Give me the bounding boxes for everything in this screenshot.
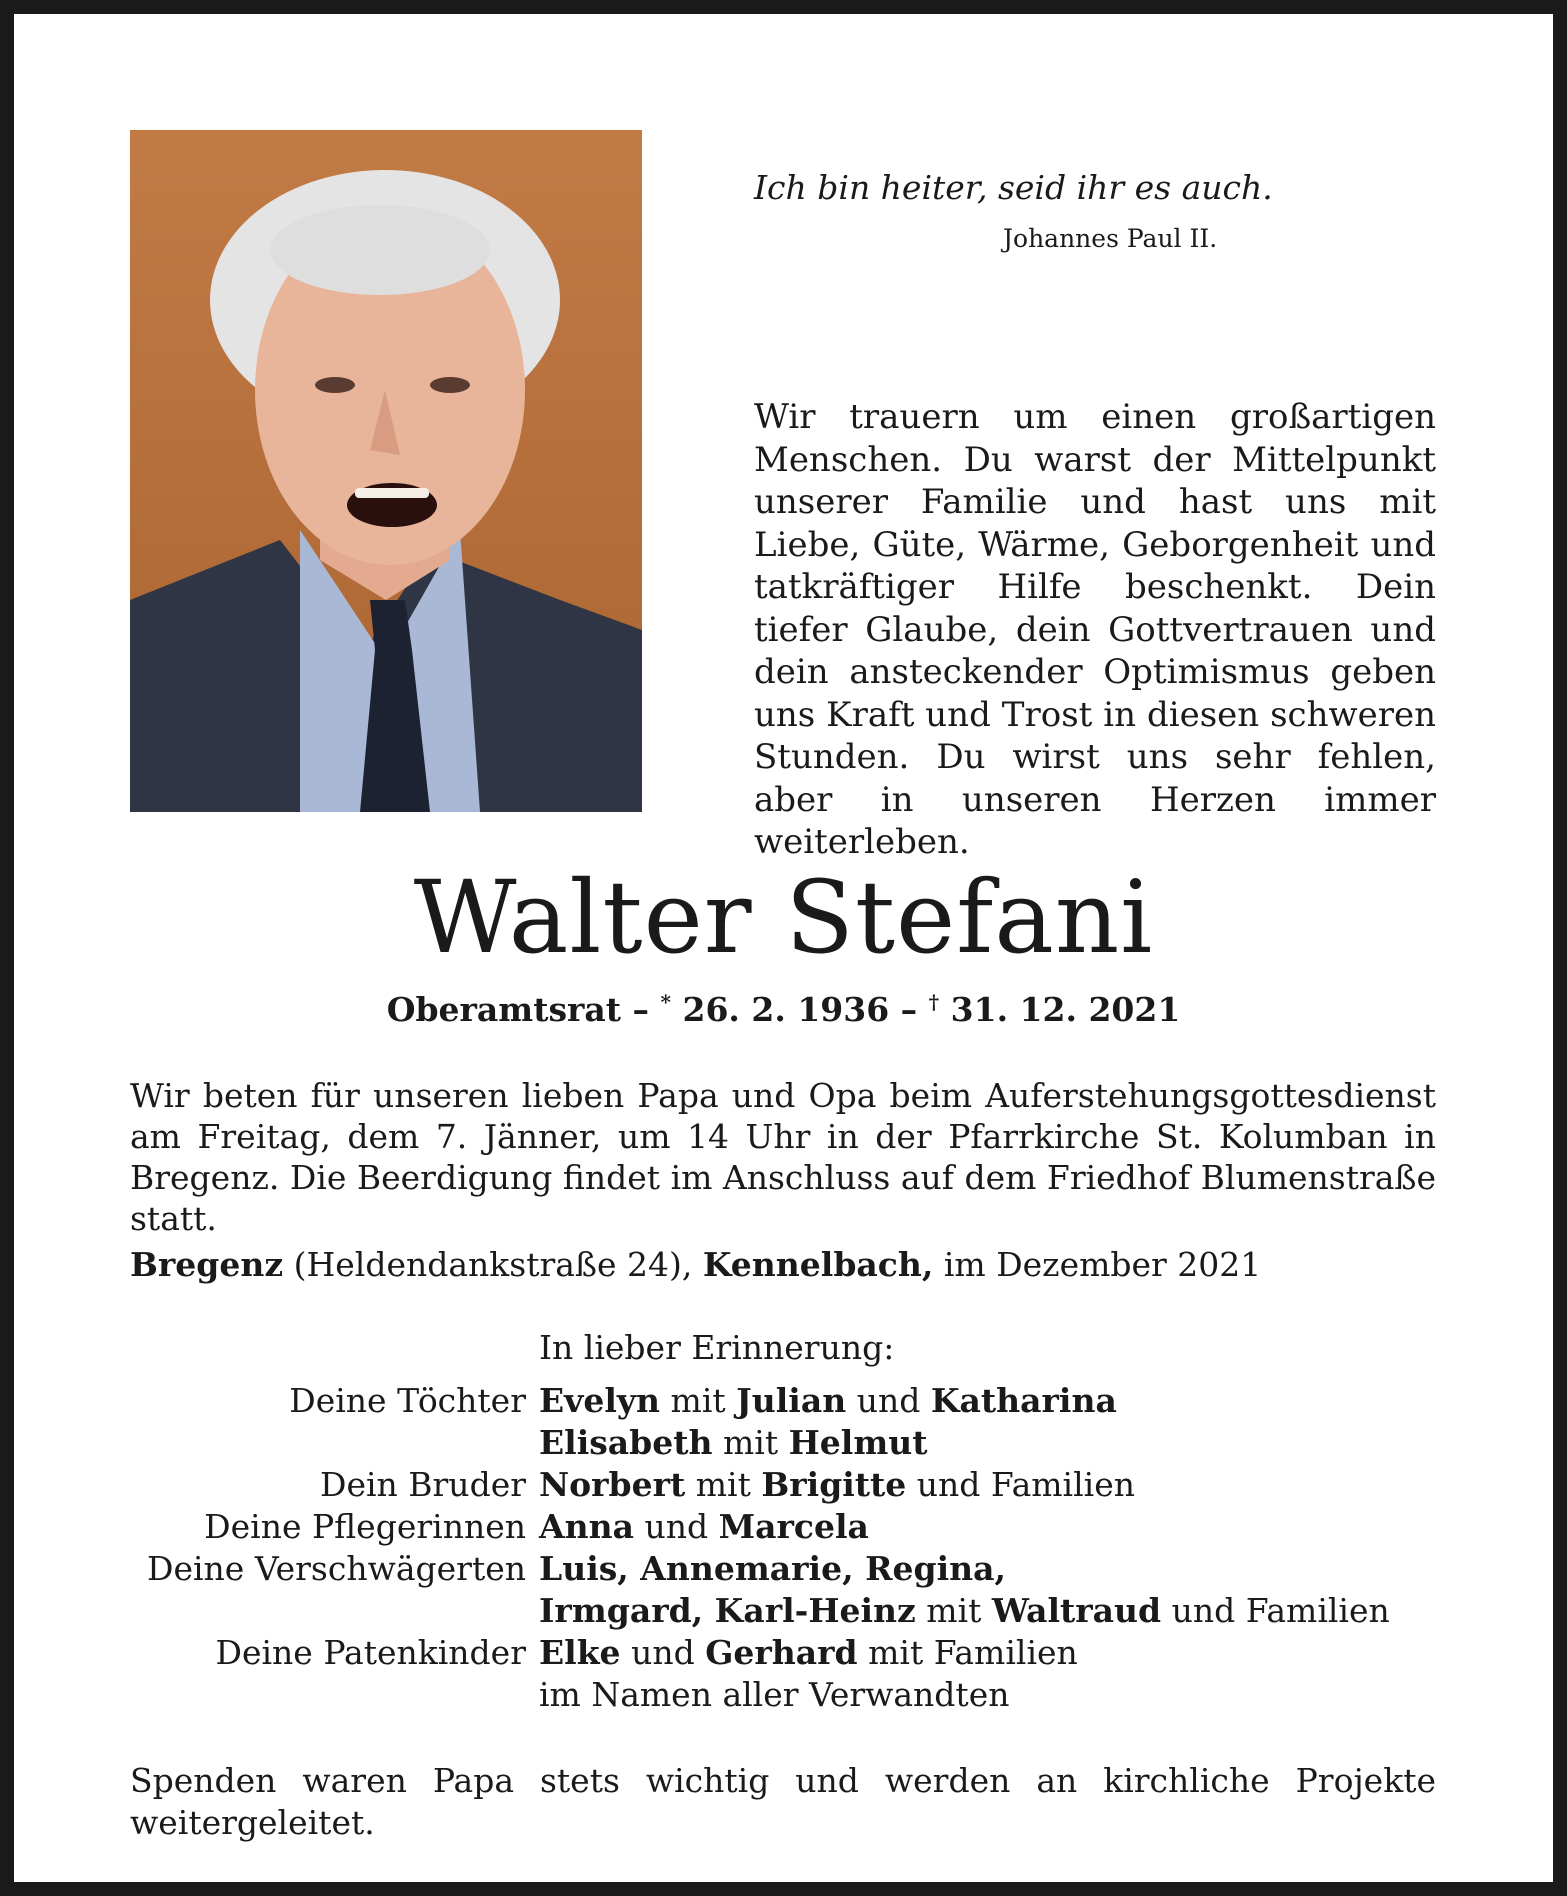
family-names — [539, 1422, 927, 1464]
teeth-shape — [355, 488, 429, 498]
family-name: Katharina — [930, 1381, 1117, 1420]
service-paragraph: Wir beten für unseren lieben Papa und Opa beim Auferstehungsgottesdienst am Freitag, dem 7. Jänner, um 14 Uhr in der Pfarrkirche St. Kolumban in Bregenz. Die Beerdigung findet im Anschluss auf dem Friedhof Blumenstraße statt. — [130, 1076, 1436, 1238]
portrait-illustration — [130, 130, 642, 812]
family-role: Deine Töchter — [289, 1381, 526, 1420]
death-symbol: † — [928, 990, 940, 1014]
place-bregenz: Bregenz — [130, 1245, 284, 1284]
family-row-verschwaegerten-cont — [130, 1590, 1480, 1632]
family-connector: mit — [926, 1591, 982, 1630]
portrait-photo — [130, 130, 642, 812]
family-name: Brigitte — [761, 1465, 907, 1504]
family-names — [539, 1590, 1390, 1632]
family-row-pflegerinnen — [130, 1506, 1480, 1548]
family-names — [539, 1506, 869, 1548]
family-connector: und Familien — [916, 1465, 1135, 1504]
family-name: Gerhard — [705, 1633, 858, 1672]
place-line — [130, 1245, 1261, 1284]
quote-text: Ich bin heiter, seid ihr es auch. — [754, 168, 1273, 207]
family-role: Deine Patenkinder — [215, 1633, 526, 1672]
family-name: Marcela — [718, 1507, 869, 1546]
family-connector: und — [631, 1633, 695, 1672]
family-name: Anna — [539, 1507, 634, 1546]
deceased-subtitle: Oberamtsrat – * 26. 2. 1936 – † 31. 12. 2021 — [386, 990, 1181, 1029]
family-name: Evelyn — [539, 1381, 661, 1420]
family-names — [539, 1632, 1078, 1674]
family-name: Irmgard, Karl-Heinz — [539, 1591, 916, 1630]
family-connector: mit — [695, 1465, 751, 1504]
family-name: Waltraud — [991, 1591, 1162, 1630]
family-names — [539, 1380, 1117, 1422]
family-connector: mit Familien — [868, 1633, 1078, 1672]
family-names — [539, 1464, 1135, 1506]
family-row-patenkinder — [130, 1632, 1480, 1674]
family-role: Deine Verschwägerten — [147, 1549, 526, 1588]
family-role: Dein Bruder — [320, 1465, 526, 1504]
family-connector: mit — [670, 1381, 726, 1420]
hair-tuft-shape — [270, 205, 490, 295]
family-row-closing — [130, 1674, 1480, 1716]
quote-author: Johannes Paul II. — [1003, 224, 1218, 253]
family-name: Norbert — [539, 1465, 686, 1504]
family-connector: und — [856, 1381, 921, 1420]
death-date: 31. 12. 2021 — [950, 990, 1181, 1029]
deceased-name: Walter Stefani — [413, 859, 1154, 976]
family-name: Helmut — [788, 1423, 928, 1462]
family-row-verschwaegerten — [130, 1548, 1480, 1590]
family-name: Julian — [736, 1381, 847, 1420]
family-name: Elisabeth — [539, 1423, 713, 1462]
memory-label: In lieber Erinnerung: — [539, 1328, 895, 1367]
tribute-paragraph: Wir trauern um einen großartigen Menschen. Du warst der Mittelpunkt unserer Familie und hast uns mit Liebe, Güte, Wärme, Geborgenheit und tatkräftiger Hilfe beschenkt. Dein tiefer Glaube, dein Gottvertrauen und dein ansteckender Optimismus geben uns Kraft und Trost in diesen schweren Stunden. Du wirst uns sehr fehlen, aber in unseren Herzen immer weiterleben. — [754, 397, 1436, 862]
family-connector: und — [644, 1507, 709, 1546]
family-names: Luis, Annemarie, Regina, — [539, 1549, 1006, 1588]
family-name: Elke — [539, 1633, 621, 1672]
family-connector: und Familien — [1171, 1591, 1390, 1630]
place-kennelbach: Kennelbach, — [702, 1245, 934, 1284]
family-list — [130, 1380, 1480, 1716]
family-closing: im Namen aller Verwandten — [539, 1675, 1010, 1714]
family-connector: mit — [723, 1423, 779, 1462]
left-eye-shape — [315, 377, 355, 393]
deceased-title: Oberamtsrat — [386, 990, 622, 1029]
right-eye-shape — [430, 377, 470, 393]
place-address: (Heldendankstraße 24), — [293, 1245, 693, 1284]
family-row-toechter — [130, 1380, 1480, 1422]
donations-paragraph: Spenden waren Papa stets wichtig und werden an kirchliche Projekte weitergeleitet. — [130, 1761, 1436, 1842]
family-row-toechter-cont — [130, 1422, 1480, 1464]
birth-date: 26. 2. 1936 — [682, 990, 890, 1029]
place-date: im Dezember 2021 — [943, 1245, 1262, 1284]
family-row-bruder — [130, 1464, 1480, 1506]
birth-symbol: * — [660, 990, 671, 1014]
family-role: Deine Pflegerinnen — [204, 1507, 526, 1546]
